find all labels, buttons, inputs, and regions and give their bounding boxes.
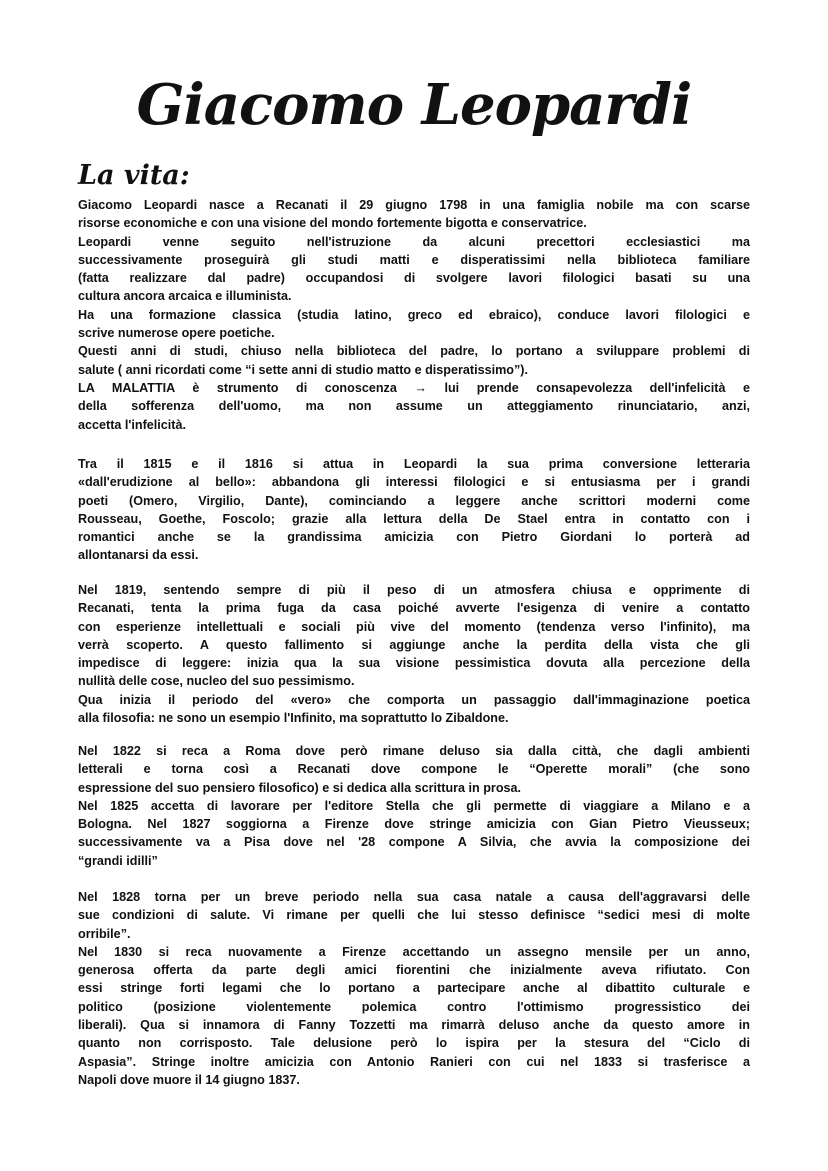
text-line: letterali e torna così a Recanati dove compone le “Operette morali” (che sono	[78, 762, 750, 777]
text-line: essi stringe forti legami che lo portano a partecipare anche al dibattito culturale e	[78, 981, 750, 996]
section-heading: La vita:	[78, 160, 190, 191]
paragraph-block	[78, 196, 750, 434]
text-line: Questi anni di studi, chiuso nella biblioteca del padre, lo portano a sviluppare problemi di	[78, 344, 750, 359]
text-line: impedisce di leggere: inizia qua la sua visione pessimistica dovuta alla percezione della	[78, 656, 750, 671]
paragraph-block	[78, 888, 750, 1089]
text-line: successivamente va a Pisa dove nel '28 compone A Silvia, che avvia la composizione dei	[78, 835, 750, 850]
page-title: Giacomo Leopardi	[136, 72, 692, 138]
text-line: con esperienze intellettuali e sociali più vive del momento (tendenza verso l'infinito), ma	[78, 619, 750, 634]
text-line: quanto non corrisposto. Tale delusione però lo ispira per la stesura del “Ciclo di	[78, 1036, 750, 1051]
text-line: Rousseau, Goethe, Foscolo; grazie alla lettura della De Stael entra in contatto con i	[78, 511, 750, 526]
text-line: nullità delle cose, nucleo del suo pessimismo.	[78, 674, 355, 689]
text-line: romantici anche se la grandissima amicizia con Pietro Giordani lo porterà ad	[78, 530, 750, 545]
text-line: allontanarsi da essi.	[78, 548, 199, 563]
text-line: Ha una formazione classica (studia latino, greco ed ebraico), conduce lavori filologici e	[78, 307, 750, 322]
text-line: Tra il 1815 e il 1816 si attua in Leopardi la sua prima conversione letteraria	[78, 457, 750, 471]
paragraph-block	[78, 581, 750, 727]
paragraph-block	[78, 742, 750, 870]
text-line: Napoli dove muore il 14 giugno 1837.	[78, 1072, 300, 1087]
text-line: alla filosofia: ne sono un esempio l'Infinito, ma soprattutto lo Zibaldone.	[78, 711, 509, 726]
text-line: Bologna. Nel 1827 soggiorna a Firenze dove stringe amicizia con Gian Pietro Vieusseux;	[78, 817, 750, 832]
text-line: Aspasia”. Stringe inoltre amicizia con Antonio Ranieri con cui nel 1833 si trasferisce a	[78, 1054, 750, 1069]
text-line: salute ( anni ricordati come “i sette anni di studio matto e disperatissimo”).	[78, 362, 528, 377]
text-line: Qua inizia il periodo del «vero» che comporta un passaggio dall'immaginazione poetica	[78, 692, 750, 707]
text-line: Recanati, tenta la prima fuga da casa poiché avverte l'esigenza di venire a contatto	[78, 601, 750, 616]
text-line: orribile”.	[78, 926, 131, 941]
text-line: Nel 1830 si reca nuovamente a Firenze accettando un assegno mensile per un anno,	[78, 944, 750, 959]
text-line: Nel 1819, sentendo sempre di più il peso di un atmosfera chiusa e opprimente di	[78, 583, 750, 597]
text-line: Leopardi venne seguito nell'istruzione da alcuni precettori ecclesiastici ma	[78, 234, 750, 249]
text-line: politico (posizione violentemente polemica contro l'ottimismo progressistico dei	[78, 999, 750, 1014]
text-line: verrà scoperto. A questo fallimento si aggiunge anche la perdita della vista che gli	[78, 637, 750, 652]
text-line: espressione del suo pensiero filosofico) e si dedica alla scrittura in prosa.	[78, 780, 522, 795]
text-line: Nel 1828 torna per un breve periodo nella sua casa natale a causa dell'aggravarsi delle	[78, 890, 750, 904]
text-line: generosa offerta da parte degli amici fiorentini che inizialmente aveva rifiutato. Con	[78, 963, 750, 978]
text-line: liberali). Qua si innamora di Fanny Tozzetti ma rimarrà deluso anche da questo amore in	[78, 1018, 750, 1033]
text-line: LA MALATTIA è strumento di conoscenza → lui prende consapevolezza dell'infelicità e	[78, 380, 750, 395]
text-line: Nel 1822 si reca a Roma dove però rimane deluso sia dalla città, che dagli ambienti	[78, 744, 750, 758]
text-line: della sofferenza dell'uomo, ma non assume un atteggiamento rinunciatario, anzi,	[78, 399, 750, 414]
text-line: poeti (Omero, Virgilio, Dante), cominciando a leggere anche scrittori moderni come	[78, 493, 750, 508]
text-line: successivamente proseguirà gli studi matti e disperatissimi nella biblioteca familiare	[78, 252, 750, 267]
text-line: sue condizioni di salute. Vi rimane per quelli che lui stesso definisce “sedici mesi di molte	[78, 908, 750, 923]
text-line: accetta l'infelicità.	[78, 417, 186, 432]
text-line: Nel 1825 accetta di lavorare per l'editore Stella che gli permette di viaggiare a Milano e a	[78, 798, 750, 813]
paragraph-block	[78, 455, 750, 565]
text-line: “grandi idilli”	[78, 853, 158, 868]
text-line: (fatta realizzare dal padre) occupandosi di svolgere lavori filologici basati su una	[78, 271, 750, 286]
text-line: scrive numerose opere poetiche.	[78, 326, 275, 341]
text-line: Giacomo Leopardi nasce a Recanati il 29 giugno 1798 in una famiglia nobile ma con scarse	[78, 198, 750, 212]
text-line: «dall'erudizione al bello»: abbandona gli interessi filologici e si entusiasma per i grandi	[78, 475, 750, 490]
text-line: risorse economiche e con una visione del mondo fortemente bigotta e conservatrice.	[78, 216, 587, 231]
text-line: cultura ancora arcaica e illuminista.	[78, 289, 292, 304]
